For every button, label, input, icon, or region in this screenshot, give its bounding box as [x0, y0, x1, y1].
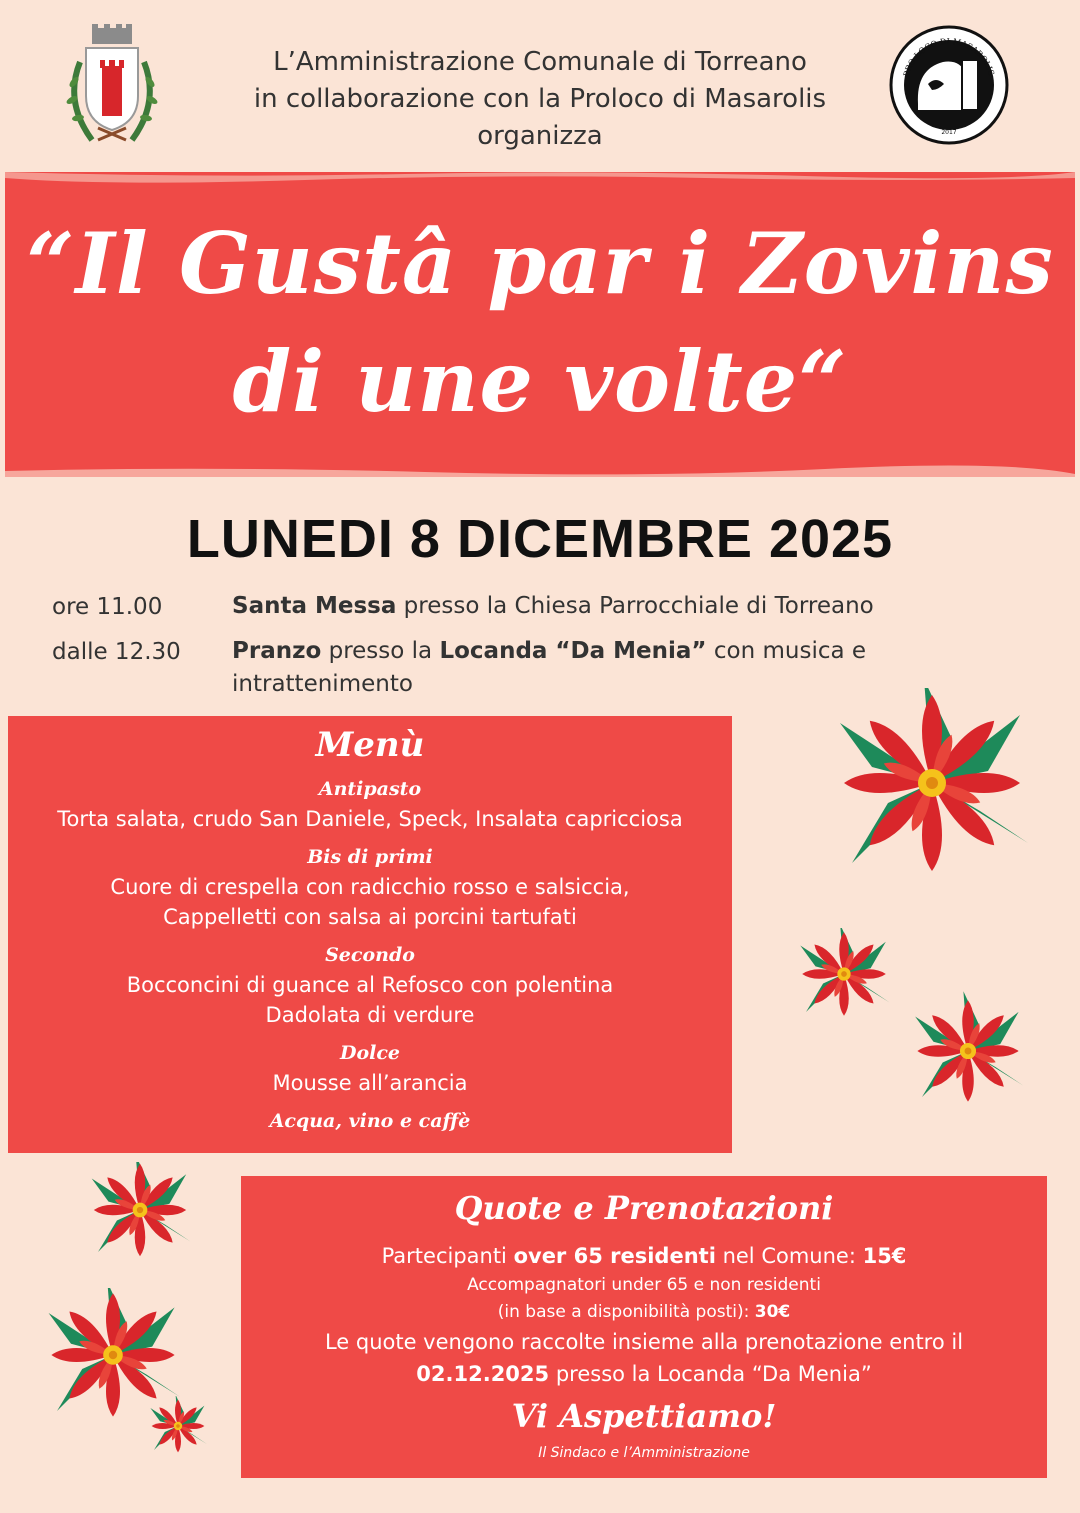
event-title [5, 205, 1075, 441]
event-title-line-1: “Il Gustâ par i Zovins [26, 214, 1054, 313]
schedule-rest-1: presso la Chiesa Parrocchiale di Torreano [396, 593, 874, 619]
schedule-time-2: dalle 12.30 [52, 639, 181, 665]
menu-item-primi-2: Cappelletti con salsa ai porcini tartufati [163, 905, 577, 929]
schedule-rest-2: con musica e intrattenimento [232, 638, 867, 697]
quote-l5-b: presso la Locanda “Da Menia” [549, 1362, 872, 1386]
quote-l3-b: 30€ [754, 1302, 791, 1322]
menu-item-secondo-1: Bocconcini di guance al Refosco con polentina [126, 973, 614, 997]
schedule-bold-2b: Locanda “Da Menia” [439, 638, 707, 664]
welcome-text: Vi Aspettiamo! [511, 1397, 777, 1435]
organizer-line-2: in collaborazione con la Proloco di Masarolis [253, 84, 827, 114]
quote-content [241, 1184, 1047, 1464]
organizer-text [200, 44, 880, 155]
poinsettia-icon [84, 1162, 196, 1258]
menu-category-primi: Bis di primi [307, 846, 433, 868]
quote-line-5 [241, 1358, 1047, 1390]
event-date: LUNEDI 8 DICEMBRE 2025 [186, 509, 894, 569]
menu-item-dolce: Mousse all’arancia [272, 1071, 468, 1095]
event-title-line-2: di une volte“ [232, 332, 848, 431]
menu-item-secondo-2: Dadolata di verdure [265, 1003, 475, 1027]
schedule-bold-1: Santa Messa [232, 593, 397, 619]
menu-category-antipasto: Antipasto [318, 778, 422, 800]
menu-content [8, 722, 732, 1136]
quote-l1-d: 15€ [862, 1244, 907, 1268]
quote-l5-a: 02.12.2025 [416, 1362, 550, 1386]
schedule-time-1: ore 11.00 [52, 594, 163, 620]
quote-title: Quote e Prenotazioni [454, 1189, 834, 1227]
menu-category-secondo: Secondo [325, 944, 415, 966]
organizer-line-1: L’Amministrazione Comunale di Torreano [273, 47, 807, 77]
seal-year: 2017 [941, 129, 957, 136]
quote-line-1 [241, 1240, 1047, 1272]
menu-item-antipasto: Torta salata, crudo San Daniele, Speck, Insalata capricciosa [57, 807, 683, 831]
municipal-crest-icon [62, 22, 162, 150]
quote-l1-c: nel Comune: [715, 1244, 863, 1268]
quote-l3-a: (in base a disponibilità posti): [497, 1302, 755, 1322]
menu-category-dolce: Dolce [339, 1042, 401, 1064]
quote-line-2: Accompagnatori under 65 e non residenti [467, 1275, 821, 1295]
organizer-line-3: organizza [477, 121, 603, 151]
poinsettia-icon [906, 990, 1030, 1112]
quote-l1-b: over 65 residenti [513, 1244, 716, 1268]
menu-item-primi-1: Cuore di crespella con radicchio rosso e salsiccia, [110, 875, 630, 899]
quote-line-4: Le quote vengono raccolte insieme alla prenotazione entro il [324, 1330, 964, 1354]
quote-line-3 [241, 1299, 1047, 1326]
menu-title: Menù [315, 725, 425, 765]
seal-text: PRO LOCO DI MASAROLIS [901, 36, 996, 78]
poinsettia-icon [792, 928, 896, 1020]
poinsettia-icon [146, 1396, 210, 1456]
signature-text: Il Sindaco e l’Amministrazione [538, 1445, 750, 1461]
pro-loco-lion-seal-icon [888, 24, 1010, 146]
header [0, 0, 1080, 170]
schedule-desc-1 [232, 590, 932, 623]
quote-l1-a: Partecipanti [381, 1244, 514, 1268]
menu-drinks: Acqua, vino e caffè [269, 1110, 471, 1132]
schedule-bold-2a: Pranzo [232, 638, 322, 664]
schedule-mid-2: presso la [321, 638, 440, 664]
poinsettia-icon [822, 688, 1042, 878]
